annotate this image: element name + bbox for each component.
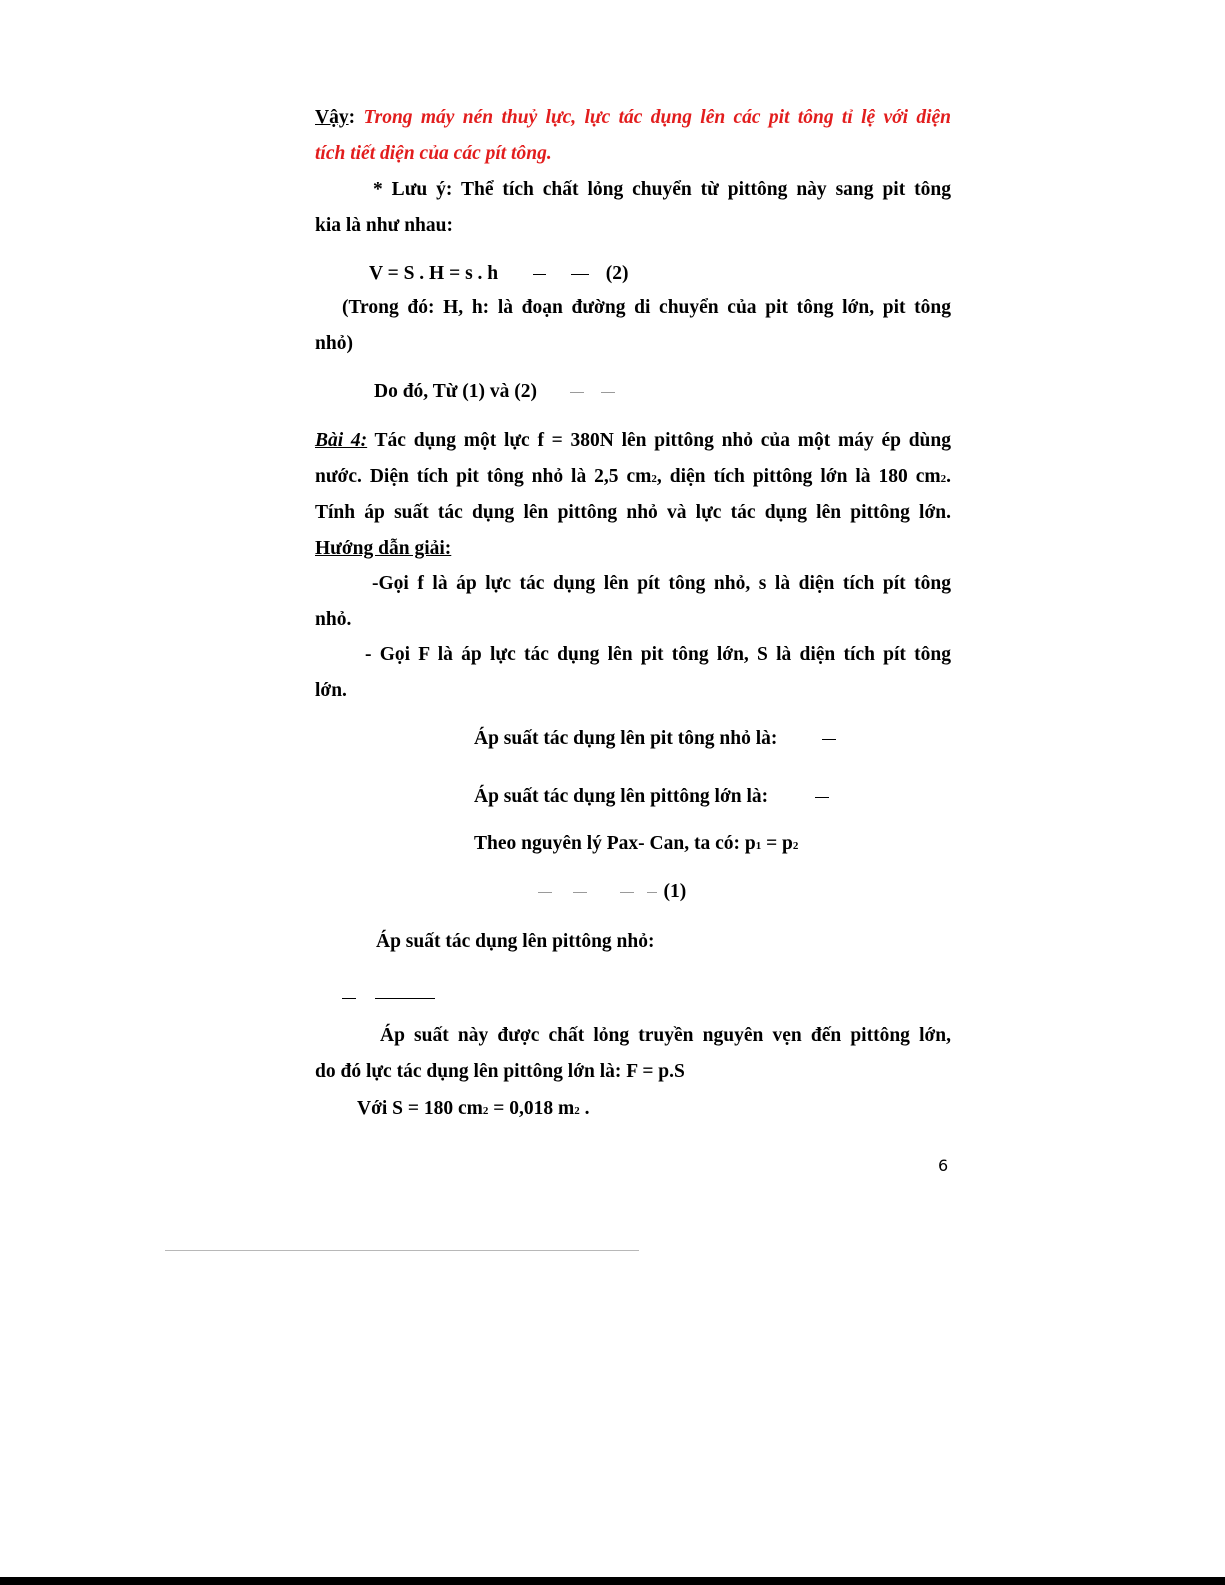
footer-divider (165, 1250, 639, 1251)
transmission-line-1: Áp suất này được chất lỏng truyền nguyên vẹn đến pittông lớn, (380, 1025, 951, 1046)
page-bottom-edge (0, 1577, 1225, 1585)
exercise-label: Bài 4: (315, 430, 368, 451)
pascal-principle: Theo nguyên lý Pax- Can, ta có: p1 = p2 (474, 833, 799, 854)
step-2-line-2: lớn. (315, 680, 347, 701)
fraction-bar (571, 274, 589, 275)
note-line-1: * Lưu ý: Thể tích chất lỏng chuyển từ pittông này sang pit tông (373, 179, 951, 200)
fraction-bar (601, 392, 615, 393)
note-line-2: kia là như nhau: (315, 215, 453, 236)
fraction-bar (342, 998, 356, 999)
fraction-bar (570, 392, 584, 393)
fraction-bar (533, 274, 546, 275)
page-number: 6 (938, 1156, 949, 1175)
fraction-bar (647, 892, 657, 893)
step-2-line-1: - Gọi F là áp lực tác dụng lên pit tông lớn, S là diện tích pít tông (365, 644, 951, 665)
pressure-small-piston: Áp suất tác dụng lên pit tông nhỏ là: (474, 727, 836, 751)
conclusion-line-1: Vậy: Trong máy nén thuỷ lực, lực tác dụng lên các pit tông tỉ lệ với diện (315, 107, 952, 128)
exercise-4-line-3: Tính áp suất tác dụng lên pittông nhỏ và lực tác dụng lên pittông lớn. (315, 502, 951, 523)
conclusion-label: Vậy (315, 107, 349, 128)
exercise-4-line-2: nước. Diện tích pit tông nhỏ là 2,5 cm2, diện tích pittông lớn là 180 cm2. (315, 466, 951, 487)
therefore-line: Do đó, Từ (1) và (2) (374, 380, 615, 404)
fraction-bar (620, 892, 634, 893)
where-line-2: nhỏ) (315, 333, 353, 354)
pressure-large-piston: Áp suất tác dụng lên pittông lớn là: (474, 785, 829, 809)
fraction-bar (822, 739, 836, 740)
fraction-bar (815, 797, 829, 798)
where-line-1: (Trong đó: H, h: là đoạn đường di chuyển của pit tông lớn, pit tông (342, 297, 951, 318)
equation-1: (1) (538, 880, 686, 904)
exercise-4-line-1: Bài 4: Tác dụng một lực f = 380N lên pittông nhỏ của một máy ép dùng (315, 430, 951, 451)
conclusion-statement: Trong máy nén thuỷ lực, lực tác dụng lên các pit tông tỉ lệ với diện (363, 107, 952, 128)
volume-equation: V = S . H = s . h (2) (369, 263, 629, 284)
step-1-line-1: -Gọi f là áp lực tác dụng lên pít tông nhỏ, s là diện tích pít tông (372, 573, 951, 594)
fraction-bar (538, 892, 552, 893)
step-1-line-2: nhỏ. (315, 609, 352, 630)
fraction-bar (375, 998, 435, 999)
pressure-small-heading: Áp suất tác dụng lên pittông nhỏ: (376, 931, 655, 952)
conclusion-line-2: tích tiết diện của các pít tông. (315, 143, 552, 164)
area-conversion: Với S = 180 cm2 = 0,018 m2 . (357, 1098, 590, 1119)
solution-heading: Hướng dẫn giải: (315, 538, 452, 559)
pressure-small-formula (342, 986, 435, 1010)
transmission-line-2: do đó lực tác dụng lên pittông lớn là: F = p.S (315, 1061, 685, 1082)
fraction-bar (573, 892, 587, 893)
